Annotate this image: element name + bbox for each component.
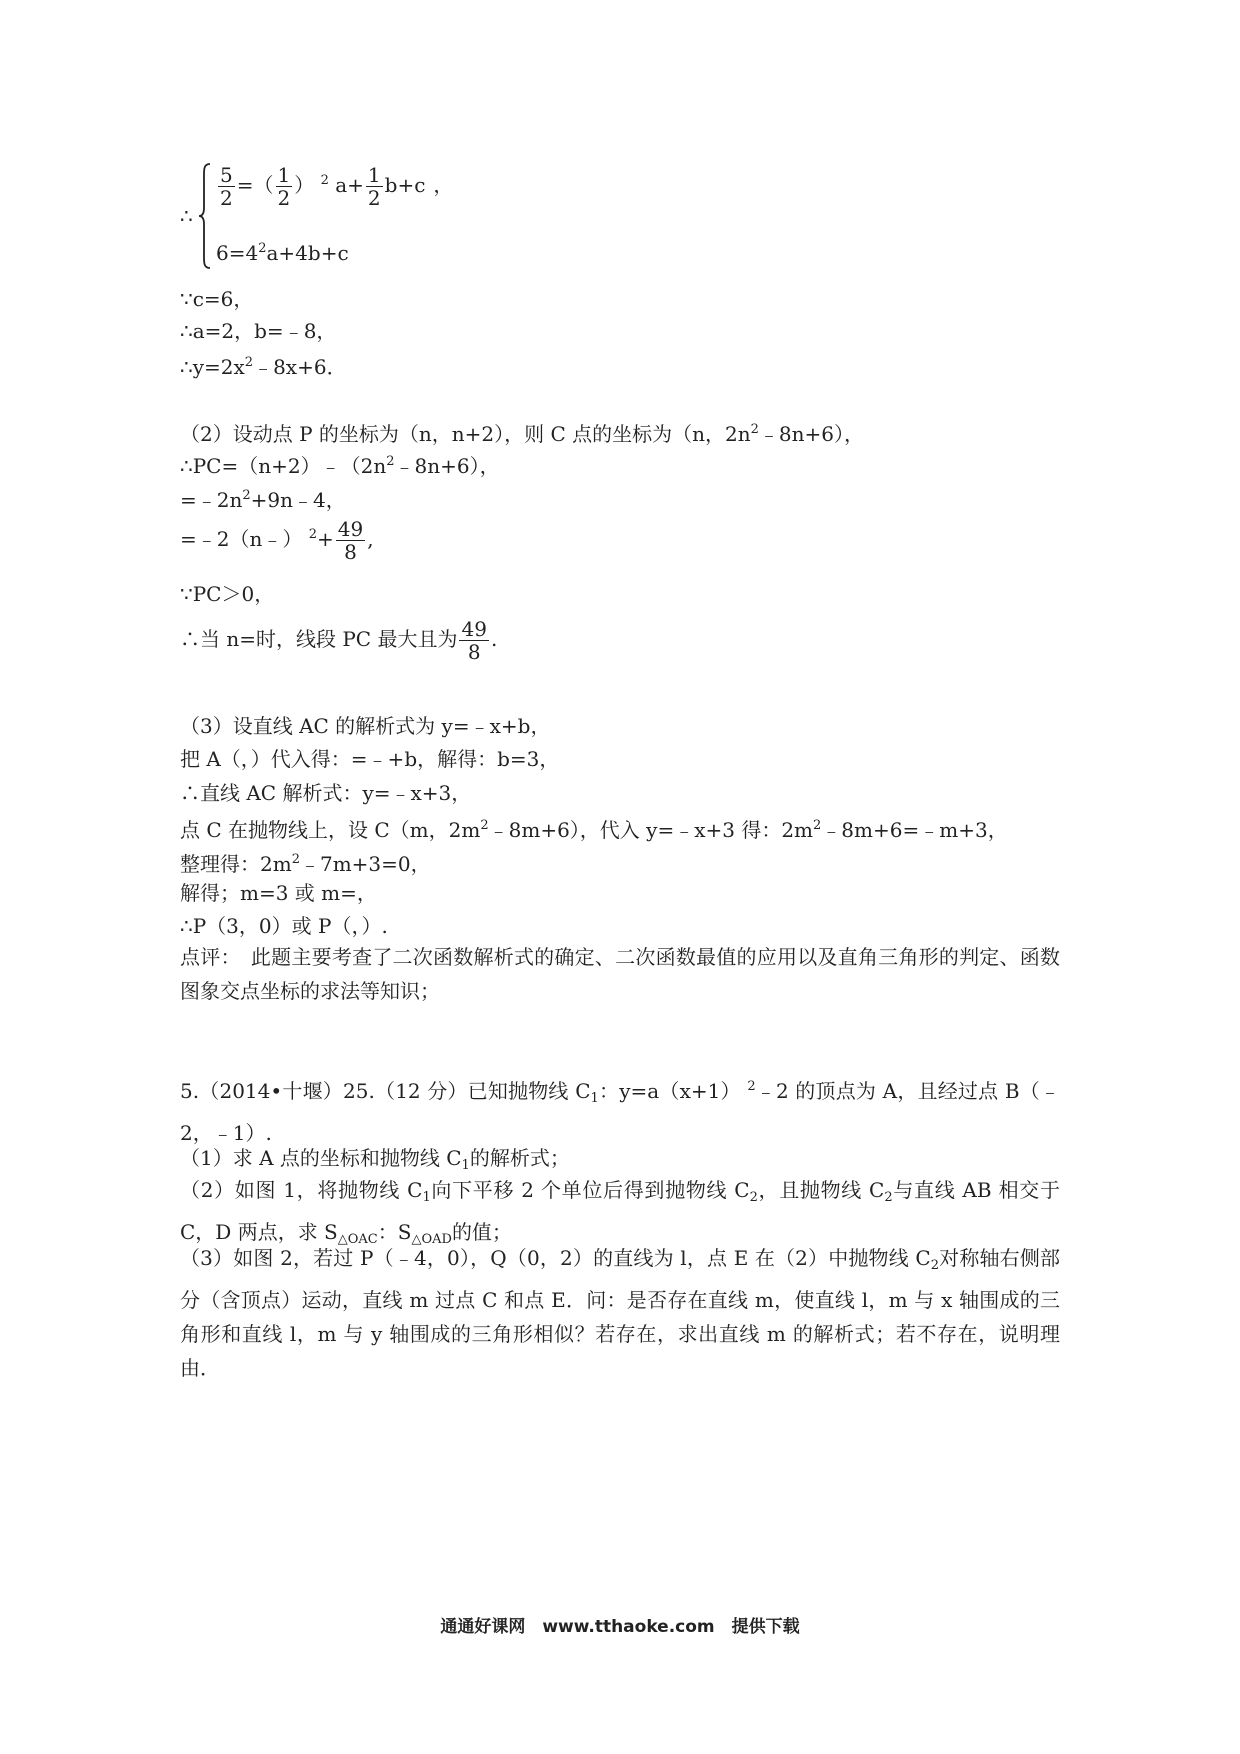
part1-line-2: ∴a=2，b=﹣8， — [180, 319, 337, 343]
problem5-heading: 5.（2014•十堰）25.（12 分）已知抛物线 $C_1$：y=a（x+1） $^2$﹣2 的顶点为 A，且经过点 B（﹣2，﹣1）. — [180, 1079, 1060, 1145]
system-equation-2: $6=4^2a+4b+c$ — [216, 241, 349, 265]
problem5-question-3: （3）如图 2，若过 P（﹣4，0），Q（0，2）的直线为 l，点 E 在（2）中抛物线 $C_2$对称轴右侧部分（含顶点）运动，直线 m 过点 C 和点 E．问：是否存在直线 m，使直线 l，m 与 x 轴围成的三角形和直线 l，m 与 y 轴围成的三角形相似？若存在，求出直线 m 的解析式；若不存在，说明理由． — [180, 1246, 1061, 1380]
brace-icon — [198, 162, 212, 270]
part2-line-6: ∴当 n=时，线段 PC 最大且为 $\frac{49}{8}$ . — [180, 617, 498, 664]
part3-line-6: 解得；m=3 或 m=， — [180, 881, 377, 905]
system-equation-1: $\frac{5}{2}$ =（ $\frac{1}{2}$ ） $^2$ a+ $\frac{1}{2}$ b+c ， — [220, 163, 454, 210]
part3-line-5: 整理得：$2m^2﹣7m+3=0$， — [180, 852, 431, 876]
therefore-symbol: ∴ — [180, 204, 193, 228]
part1-line-3: $\therefore y=2x^2﹣8x+6$． — [180, 355, 347, 379]
part2-line-4: =﹣2（n﹣） $^2$+ $\frac{49}{8}$ , — [180, 517, 374, 564]
part2-line-3: $=﹣2n^2+9n﹣4$， — [180, 488, 346, 512]
part1-line-1: ∵c=6， — [180, 287, 254, 311]
part3-line-7: ∴P（3，0）或 P（，）. — [180, 914, 388, 938]
problem5-question-2: （2）如图 1，将抛物线 $C_1$向下平移 2 个单位后得到抛物线 $C_2$，且抛物线 $C_2$与直线 AB 相交于 C，D 两点，求 $S_{\triangle OAC}$：$S_{\triangle OAD}$的值； — [180, 1178, 1060, 1247]
comment-paragraph: 点评： 此题主要考查了二次函数解析式的确定、二次函数最值的应用以及直角三角形的判定、函数图象交点坐标的求法等知识； — [180, 945, 1060, 1003]
part3-line-2: 把 A（，）代入得：=﹣+b，解得：b=3， — [180, 747, 560, 771]
part3-line-1: （3）设直线 AC 的解析式为 y=﹣x+b， — [180, 714, 551, 738]
part2-line-1: （2）设动点 P 的坐标为（n，n+2），则 C 点的坐标为（n，$2n^2﹣8n+6$）， — [180, 422, 865, 446]
part2-line-5: ∵PC＞0， — [180, 582, 275, 606]
part3-line-3: ∴直线 AC 解析式：y=﹣x+3， — [180, 781, 472, 805]
page-footer: 通通好课网 www.tthaoke.com 提供下载 — [440, 1617, 800, 1637]
problem5-question-1: （1）求 A 点的坐标和抛物线 $C_1$的解析式； — [180, 1146, 570, 1173]
part2-line-2: $\therefore PC=(n+2)﹣(2n^2﹣8n+6)$， — [180, 454, 500, 478]
part3-line-4: 点 C 在抛物线上，设 C（m，$2m^2﹣8m+6$），代入 y=﹣x+3 得：$2m^2﹣8m+6=﹣m+3$， — [180, 818, 1008, 842]
